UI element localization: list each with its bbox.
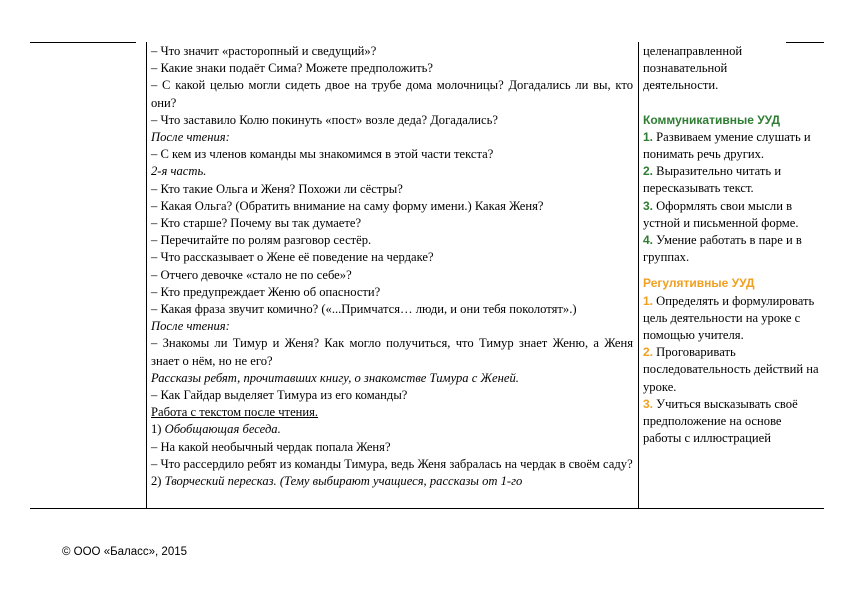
- lesson-line: – Знакомы ли Тимур и Женя? Как могло получиться, что Тимур знает Женю, а Женя знает о нём, но не его?: [151, 336, 633, 368]
- communicative-uud-heading: Коммуникативные УУД: [643, 112, 781, 127]
- copyright-footer: © ООО «Баласс», 2015: [62, 546, 188, 558]
- item-text: Определять и формулировать цель деятельности на уроке с помощью учителя.: [643, 293, 815, 343]
- lesson-line: – Кто старше? Почему вы так думаете?: [151, 216, 362, 231]
- lesson-line: 2) Творческий пересказ. (Тему выбирают учащиеся, рассказы от 1-го: [151, 474, 523, 489]
- lesson-line: – С кем из членов команды мы знакомимся в этой части текста?: [151, 147, 494, 162]
- lesson-line: – Какая Ольга? (Обратить внимание на саму форму имени.) Какая Женя?: [151, 198, 544, 213]
- item-text: Выразительно читать и пересказывать текст.: [643, 164, 782, 196]
- regulative-uud-item: [643, 396, 819, 448]
- lesson-line: – Что рассердило ребят из команды Тимура, ведь Женя забралась на чердак в своём саду?: [151, 456, 633, 471]
- lesson-line: Работа с текстом после чтения.: [151, 405, 319, 420]
- uud-intro-line: познавательной: [643, 61, 728, 76]
- lesson-line: Рассказы ребят, прочитавших книгу, о знакомстве Тимура с Женей.: [151, 370, 519, 385]
- uud-intro-line: деятельности.: [643, 78, 719, 93]
- lesson-line: – Отчего девочке «стало не по себе»?: [151, 267, 352, 282]
- communicative-uud-item: [643, 129, 819, 163]
- lesson-line: – Кто такие Ольга и Женя? Похожи ли сёстры?: [151, 181, 403, 196]
- lesson-line: После чтения:: [151, 319, 230, 334]
- lesson-line: – Перечитайте по ролям разговор сестёр.: [151, 233, 372, 248]
- regulative-uud-heading: Регулятивные УУД: [643, 276, 755, 291]
- communicative-uud-item: [643, 163, 819, 197]
- uud-intro-line: целенаправленной: [643, 44, 743, 58]
- item-number: 3.: [643, 396, 654, 411]
- communicative-uud-item: [643, 198, 819, 232]
- uud-intro: [643, 43, 819, 95]
- lesson-line: – Кто предупреждает Женю об опасности?: [151, 284, 381, 299]
- lesson-line: – С какой целью могли сидеть двое на трубе дома молочницы? Догадались ли вы, кто они?: [151, 78, 633, 110]
- item-number: 3.: [643, 198, 654, 213]
- lesson-line: 2-я часть.: [151, 164, 207, 179]
- lesson-line: – Как Гайдар выделяет Тимура из его команды?: [151, 388, 408, 403]
- table-divider-1: [146, 42, 147, 509]
- item-text: Развиваем умение слушать и понимать речь других.: [643, 129, 811, 162]
- lesson-line: – Какие знаки подаёт Сима? Можете предположить?: [151, 61, 433, 76]
- regulative-uud-item: [643, 344, 819, 396]
- communicative-uud-item: [643, 232, 819, 266]
- item-number: 2.: [643, 345, 654, 360]
- lesson-line: – На какой необычный чердак попала Женя?: [151, 439, 391, 454]
- item-number: 4.: [643, 233, 654, 248]
- regulative-uud-list: [643, 293, 819, 448]
- lesson-line: – Что заставило Колю покинуть «пост» возле деда? Догадались?: [151, 112, 498, 127]
- lesson-line: – Что рассказывает о Жене её поведение на чердаке?: [151, 250, 434, 265]
- lesson-line: После чтения:: [151, 130, 230, 145]
- regulative-uud-item: [643, 293, 819, 345]
- lesson-line: – Что значит «расторопный и сведущий»?: [151, 44, 377, 58]
- item-number: 2.: [643, 164, 654, 179]
- item-text: Умение работать в паре и в группах.: [643, 233, 802, 265]
- lesson-line: 1) Обобщающая беседа.: [151, 422, 281, 437]
- table-bottom-border: [30, 508, 824, 509]
- item-number: 1.: [643, 293, 654, 308]
- item-number: 1.: [643, 129, 654, 144]
- communicative-uud-list: [643, 129, 819, 267]
- uud-column: [643, 43, 819, 447]
- item-text: Учиться высказывать своё предположение на основе работы с иллюстрацией: [643, 396, 798, 446]
- item-text: Проговаривать последовательность действий на уроке.: [643, 345, 819, 394]
- table-top-border: [30, 42, 136, 43]
- item-text: Оформлять свои мысли в устной и письменной форме.: [643, 198, 799, 230]
- lesson-line: – Какая фраза звучит комично? («...Примчатся… люди, и они тебя поколотят».): [151, 302, 577, 317]
- table-divider-2: [638, 42, 639, 509]
- lesson-questions-column: [151, 43, 633, 490]
